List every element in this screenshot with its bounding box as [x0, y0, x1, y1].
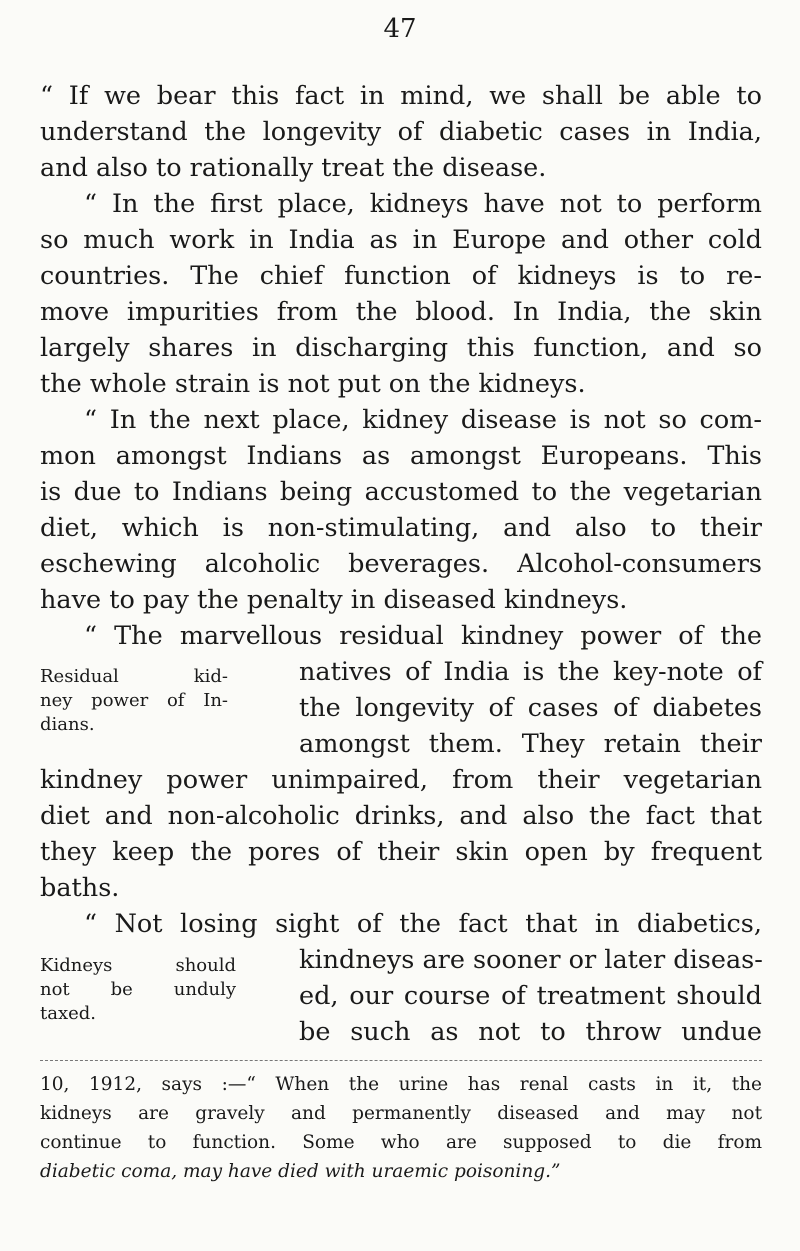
body-line: move impurities from the blood. In India, the skin — [40, 297, 762, 327]
footnote-line: 10, 1912, says :—“ When the urine has renal casts in it, the — [40, 1074, 762, 1095]
body-line: is due to Indians being accustomed to the vegetarian — [40, 477, 762, 507]
body-line: natives of India is the key-note of — [299, 657, 762, 687]
footnote-divider — [40, 1060, 762, 1061]
margin-note-line: taxed. — [40, 1003, 97, 1024]
body-line: ed, our course of treatment should — [299, 981, 762, 1011]
footnote-line: continue to function. Some who are supposed to die from — [40, 1132, 762, 1153]
body-line: “ If we bear this fact in mind, we shall be able to — [40, 81, 762, 111]
margin-note-line: dians. — [40, 714, 95, 735]
body-line: baths. — [40, 873, 120, 903]
body-line: “ The marvellous residual kindney power of the — [84, 621, 762, 651]
body-line: the whole strain is not put on the kidneys. — [40, 369, 586, 399]
body-line: “ In the first place, kidneys have not to perform — [84, 189, 762, 219]
body-line: kindneys are sooner or later diseas- — [299, 945, 763, 975]
body-line: “ In the next place, kidney disease is not so com- — [84, 405, 762, 435]
margin-note-line: Kidneys should — [40, 955, 236, 976]
body-line: diet, which is non-stimulating, and also to their — [40, 513, 762, 543]
page-number: 47 — [383, 14, 417, 44]
body-line: the longevity of cases of diabetes — [299, 693, 762, 723]
body-line: have to pay the penalty in diseased kindneys. — [40, 585, 628, 615]
body-line: be such as not to throw undue — [299, 1017, 762, 1047]
footnote-line: kidneys are gravely and permanently diseased and may not — [40, 1103, 762, 1124]
body-line: so much work in India as in Europe and other cold — [40, 225, 762, 255]
body-line: kindney power unimpaired, from their vegetarian — [40, 765, 762, 795]
body-line: countries. The chief function of kidneys is to re- — [40, 261, 762, 291]
body-line: mon amongst Indians as amongst Europeans. This — [40, 441, 762, 471]
body-line: and also to rationally treat the disease. — [40, 153, 547, 183]
body-line: diet and non-alcoholic drinks, and also the fact that — [40, 801, 762, 831]
margin-note-line: Residual kid- — [40, 666, 228, 687]
margin-note-line: ney power of In- — [40, 690, 228, 711]
margin-note-line: not be unduly — [40, 979, 236, 1000]
body-line: they keep the pores of their skin open by frequent — [40, 837, 762, 867]
body-line: “ Not losing sight of the fact that in diabetics, — [84, 909, 762, 939]
body-line: eschewing alcoholic beverages. Alcohol-consumers — [40, 549, 762, 579]
body-line: largely shares in discharging this function, and so — [40, 333, 762, 363]
footnote-line: diabetic coma, may have died with uraemic poisoning.” — [40, 1161, 561, 1182]
body-line: amongst them. They retain their — [299, 729, 762, 759]
body-line: understand the longevity of diabetic cases in India, — [40, 117, 762, 147]
